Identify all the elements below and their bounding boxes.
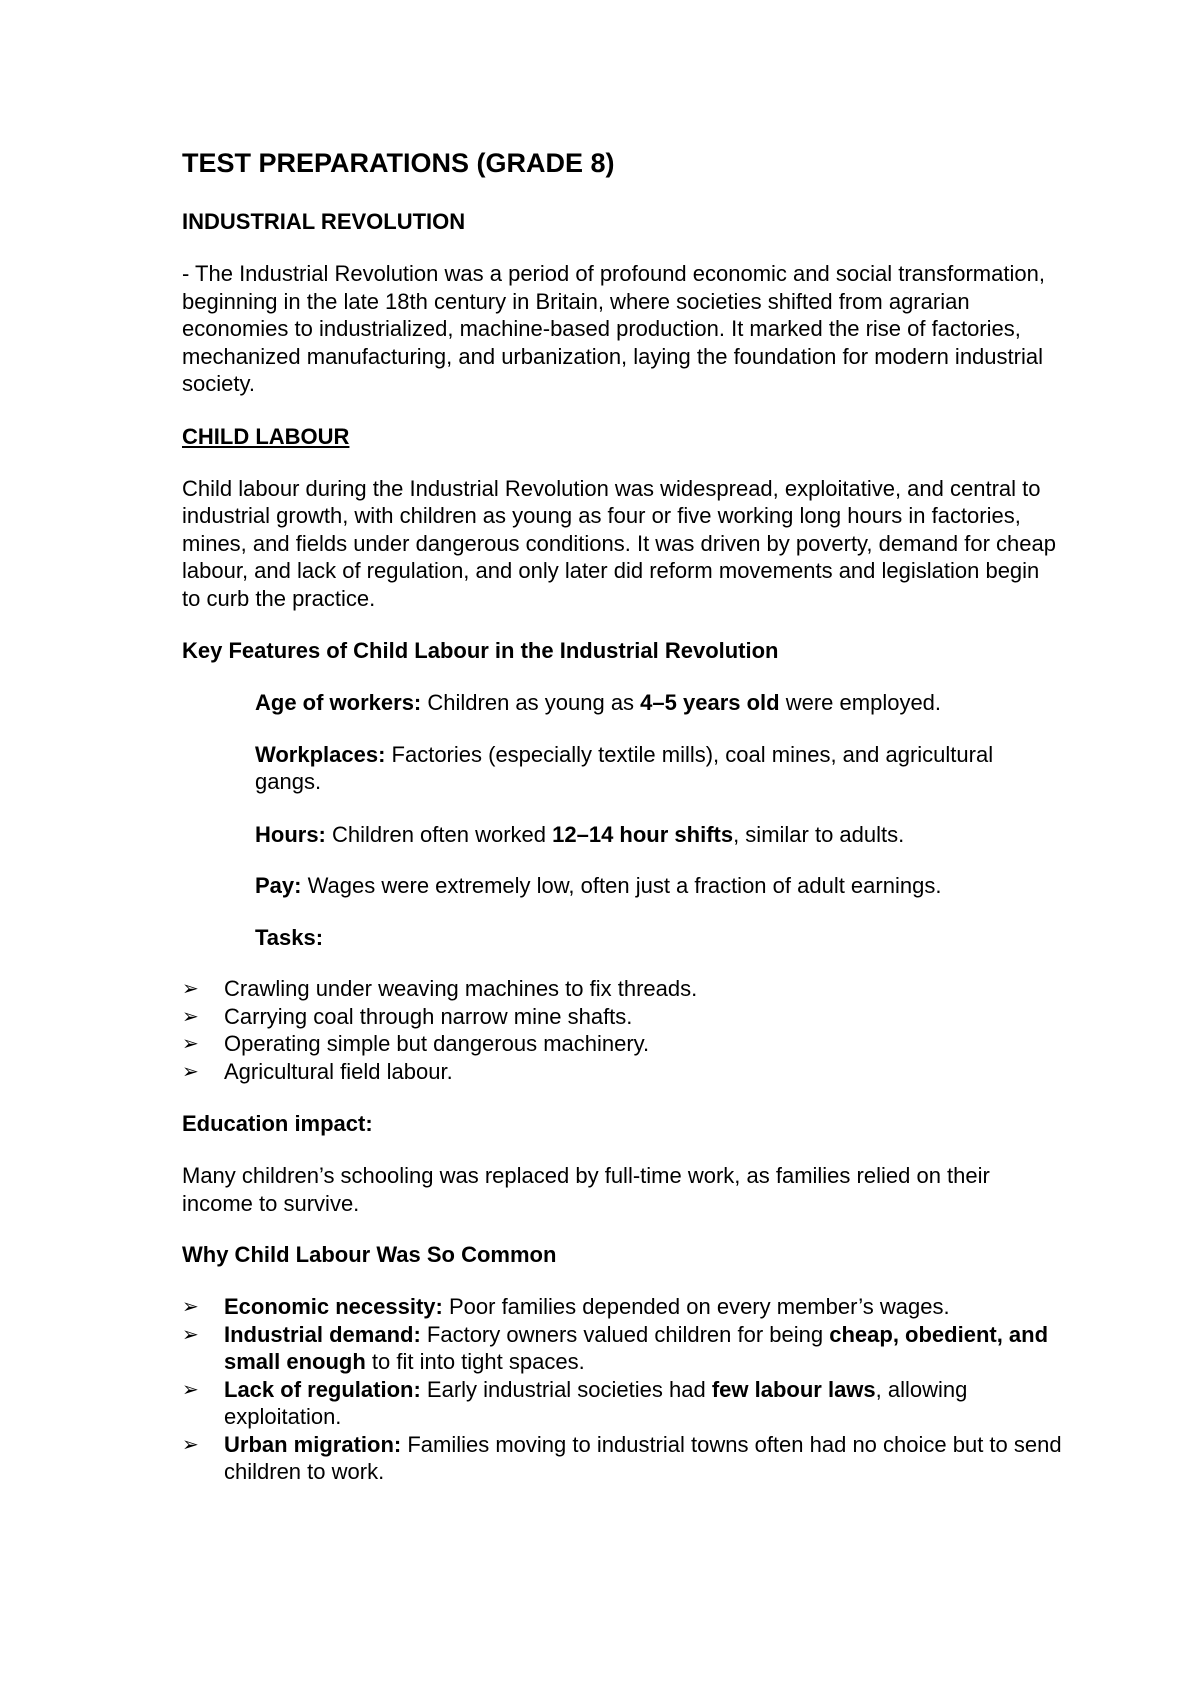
feature-age-text-after: were employed. xyxy=(779,690,942,715)
arrow-bullet-icon: ➢ xyxy=(182,1003,199,1028)
child-labour-paragraph: Child labour during the Industrial Revolution was widespread, exploitative, and central to industrial growth, with children as young as four or five working long hours in factories, mines, and fields under dangerous conditions. It was driven by poverty, demand for cheap labour, and lack of regulation, and only later did reform movements and legislation begin to curb the practice. xyxy=(182,475,1056,611)
feature-hours-text-before: Children often worked xyxy=(325,821,553,847)
feature-tasks xyxy=(255,924,1062,952)
why-common-heading: Why Child Labour Was So Common xyxy=(182,1242,557,1267)
arrow-bullet-icon: ➢ xyxy=(182,1294,199,1318)
task-text: Agricultural field labour. xyxy=(224,1058,453,1084)
document-page xyxy=(182,146,1062,1486)
feature-workplaces-text: Factories (especially textile mills), coal mines, and agricultural gangs. xyxy=(255,741,994,794)
feature-pay xyxy=(255,872,1062,900)
arrow-bullet-icon: ➢ xyxy=(182,1031,199,1055)
list-item xyxy=(182,1003,1062,1031)
list-item xyxy=(182,975,1062,1003)
industrial-revolution-heading: INDUSTRIAL REVOLUTION xyxy=(182,209,466,234)
reason-text-after: to fit into tight spaces. xyxy=(365,1349,585,1374)
reason-text: Poor families depended on every member’s wages. xyxy=(442,1294,950,1319)
list-item xyxy=(182,1431,1062,1486)
education-impact-paragraph: Many children’s schooling was replaced by full-time work, as families relied on their income to survive. xyxy=(182,1163,990,1216)
list-item xyxy=(182,1293,1062,1321)
feature-hours xyxy=(255,821,1062,849)
page-title: TEST PREPARATIONS (GRADE 8) xyxy=(182,148,615,178)
reason-text-before: Early industrial societies had xyxy=(420,1376,712,1402)
feature-tasks-label: Tasks: xyxy=(255,924,324,950)
education-impact-heading: Education impact: xyxy=(182,1111,373,1136)
key-features-heading: Key Features of Child Labour in the Industrial Revolution xyxy=(182,638,779,663)
reason-label: Economic necessity: xyxy=(224,1294,443,1319)
feature-workplaces xyxy=(255,741,1062,796)
task-text: Crawling under weaving machines to fix threads. xyxy=(224,976,698,1001)
reason-bold: few labour laws xyxy=(711,1376,876,1402)
feature-hours-bold: 12–14 hour shifts xyxy=(552,821,734,847)
list-item xyxy=(182,1321,1062,1376)
reason-text-after: , allowing exploitation. xyxy=(224,1376,968,1429)
list-item xyxy=(182,1030,1062,1058)
reasons-list xyxy=(182,1293,1062,1486)
task-text: Carrying coal through narrow mine shafts. xyxy=(224,1003,633,1029)
reason-label: Urban migration: xyxy=(224,1431,402,1457)
feature-workplaces-label: Workplaces: xyxy=(255,741,386,767)
list-item xyxy=(182,1058,1062,1086)
list-item xyxy=(182,1376,1062,1431)
arrow-bullet-icon: ➢ xyxy=(182,1376,199,1401)
child-labour-heading: CHILD LABOUR xyxy=(182,423,350,449)
reason-bold: cheap, obedient, and small enough xyxy=(224,1321,1049,1374)
arrow-bullet-icon: ➢ xyxy=(182,1431,199,1456)
reason-text: Families moving to industrial towns often had no choice but to send children to work. xyxy=(224,1431,1062,1484)
arrow-bullet-icon: ➢ xyxy=(182,1058,199,1083)
feature-pay-label: Pay: xyxy=(255,873,302,898)
arrow-bullet-icon: ➢ xyxy=(182,976,199,1000)
feature-hours-text-after: , similar to adults. xyxy=(733,821,905,847)
feature-age-bold: 4–5 years old xyxy=(640,690,780,715)
arrow-bullet-icon: ➢ xyxy=(182,1321,199,1346)
feature-hours-label: Hours: xyxy=(255,821,326,847)
tasks-list xyxy=(182,975,1062,1085)
reason-label: Lack of regulation: xyxy=(224,1376,421,1402)
feature-pay-text: Wages were extremely low, often just a fraction of adult earnings. xyxy=(301,873,942,898)
feature-age-text-before: Children as young as xyxy=(421,690,641,715)
reason-text-before: Factory owners valued children for being xyxy=(420,1321,830,1347)
feature-age xyxy=(255,689,1062,717)
feature-age-label: Age of workers: xyxy=(255,690,422,715)
industrial-revolution-paragraph: - The Industrial Revolution was a period of profound economic and social transformation, beginning in the late 18th century in Britain, where societies shifted from agrarian economies to industrialized, machine-based production. It marked the rise of factories, mechanized manufacturing, and urbanization, laying the foundation for modern industrial society. xyxy=(182,261,1045,396)
reason-label: Industrial demand: xyxy=(224,1321,421,1347)
task-text: Operating simple but dangerous machinery. xyxy=(224,1031,650,1056)
